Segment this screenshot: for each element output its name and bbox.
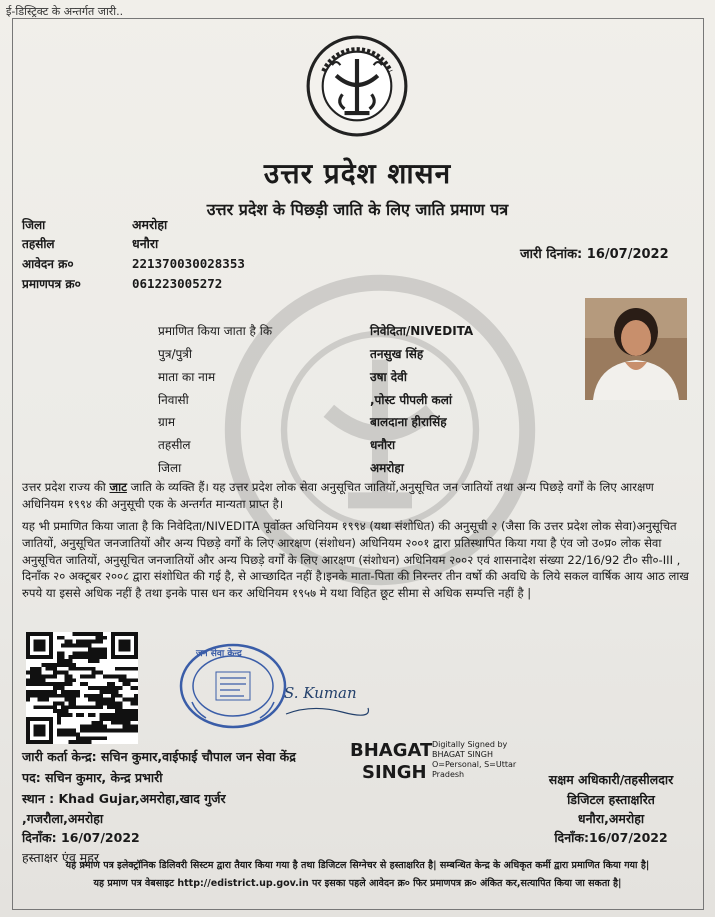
digital-sign-detail: Pradesh [432,770,465,779]
authority-place: धनौरा,अमरोहा [577,811,645,826]
digital-sign-detail: Digitally Signed by [432,740,508,749]
signature-stroke-icon [282,700,372,720]
issuer-date: दिनाँक: 16/07/2022 [22,830,140,845]
issuer-centre: जारी कर्ता केन्द्र: सचिन कुमार,वाईफाई चौपाल जन सेवा केंद्र [22,749,296,764]
field-district-label: जिला [158,461,182,475]
certificate-title: उत्तर प्रदेश शासन [263,157,452,190]
village-value: बालदाना हीरासिंह [370,415,447,429]
field-tehsil-value: धनौरा [370,438,396,452]
caste-para-start: उत्तर प्रदेश राज्य की [22,480,110,494]
application-no-value: 221370030028353 [132,256,245,271]
signature: S. Kuman [284,684,357,702]
mother-value: उषा देवी [370,370,407,384]
issue-date: जारी दिनांक: 16/07/2022 [520,247,669,262]
district-value: अमरोहा [132,217,168,232]
resident-label: निवासी [158,393,189,407]
certified-label: प्रमाणित किया जाता है कि [158,324,273,338]
district-label: जिला [22,218,46,232]
application-no-label: आवेदन क्र० [22,257,74,271]
signer-name-line2: SINGH [362,762,427,783]
caste-paragraph [22,479,694,513]
resident-value: ,पोस्ट पीपली कलां [370,393,452,407]
village-label: ग्राम [158,415,176,429]
mother-label: माता का नाम [158,370,216,384]
digital-sign-detail: BHAGAT SINGH [432,750,493,759]
up-govt-emblem-icon [305,34,409,138]
field-tehsil-label: तहसील [158,438,191,452]
tehsil-label: तहसील [22,237,55,251]
field-district-value: अमरोहा [370,461,404,475]
digital-signer-name [350,740,432,784]
caste-name: जाट [109,480,127,494]
issuer-post: पद: सचिन कुमार, केन्द्र प्रभारी [22,770,163,785]
digital-sign-detail: O=Personal, S=Uttar [432,760,517,769]
footer-note-2: यह प्रमाण पत्र वेबसाइट http://edistrict.up.gov.in पर इसका पहले आवेदन क्र० फिर प्रमाणपत्र क्र० अंकित कर,सत्यापित किया जा सकता है| [93,878,622,889]
seal-text: जन सेवा केन्द्र [196,649,242,659]
footer-note-1: यह प्रमाण पत्र इलेक्ट्रॉनिक डिलिवरी सिस्टम द्वारा तैयार किया गया है तथा डिजिटल सिग्नेचर से हस्ताक्षरित है| सम्बन्धित केन्द्र के अधिकृत कर्मी द्वारा प्रमाणित किया गया है| [65,860,650,871]
issuer-place-2: ,गजरौला,अमरोहा [22,811,104,826]
digital-sign-details [432,740,516,780]
authority-title: सक्षम अधिकारी/तहसीलदार [548,772,674,787]
certificate-no-label: प्रमाणपत्र क्र० [22,277,81,291]
corner-note: ई-डिस्ट्रिक्ट के अन्तर्गत जारी.. [6,5,124,18]
parent-label: पुत्र/पुत्री [158,347,193,361]
certificate-no-value: 061223005272 [132,276,223,291]
tehsil-value: धनौरा [132,236,159,251]
caste-para-end: जाति के व्यक्ति हैं। यह उत्तर प्रदेश लोक सेवा अनुसूचित जातियों,अनुसूचित जन जातियों तथा अन्य पिछड़े वर्गों के लिए आरक्षण अधिनियम १९९४ की अनुसूची एक के अन्तर्गत मान्यता प्राप्त है। [22,480,654,511]
parent-value: तनसुख सिंह [370,347,424,361]
certification-paragraph: यह भी प्रमाणित किया जाता है कि निवेदिता/NIVEDITA पूर्वोक्त अधिनियम १९९४ (यथा संशोधित) की अनुसूची २ (जैसा कि उत्तर प्रदेश लोक सेवा)अनुसूचित जातियों, अनुसूचित जनजातियों और अन्य पिछड़े वर्गों के लिए आरक्षण (संशोधन) अधिनियम २००१ द्वारा प्रतिस्थापित किया गया है एंव जो उ०प्र० लोक सेवा अनुसूचित जातियों, अनुसूचित जनजातियों और अन्य पिछड़े वर्गों के लिए आरक्षण (संशोधन) अधिनियम २००२ एवं शासनादेश संख्या 22/16/92 टी० सी०-III , दिनाँक २० अक्टूबर २००८ द्वारा संशोधित की गई है, से आच्छादित नहीं है।इनके माता-पिता की निरन्तर तीन वर्षो की अवधि के लिये सकल वार्षिक आय आठ लाख रुपये या इससे अधिक नहीं है तथा इनके पास धन कर अधिनियम १९५७ मे यथा विहित छूट सीमा से अधिक सम्पत्ति नहीं है | [22,519,689,601]
certificate-subtitle: उत्तर प्रदेश के पिछड़ी जाति के लिए जाति प्रमाण पत्र [206,200,509,219]
certified-name: निवेदिता/NIVEDITA [370,324,474,338]
authority-digital: डिजिटल हस्ताक्षरित [567,792,655,807]
signer-name-line1: BHAGAT [350,740,433,761]
issuer-sign-note: हस्ताक्षर एंव मुहर [22,850,99,865]
issuer-place: स्थान : Khad Gujar,अमरोहा,खाद गुर्जर [22,791,226,806]
authority-date: दिनाँक:16/07/2022 [554,830,668,845]
applicant-photo [585,298,687,400]
applicant-photo-icon [585,298,687,400]
qr-code-icon [26,632,138,744]
